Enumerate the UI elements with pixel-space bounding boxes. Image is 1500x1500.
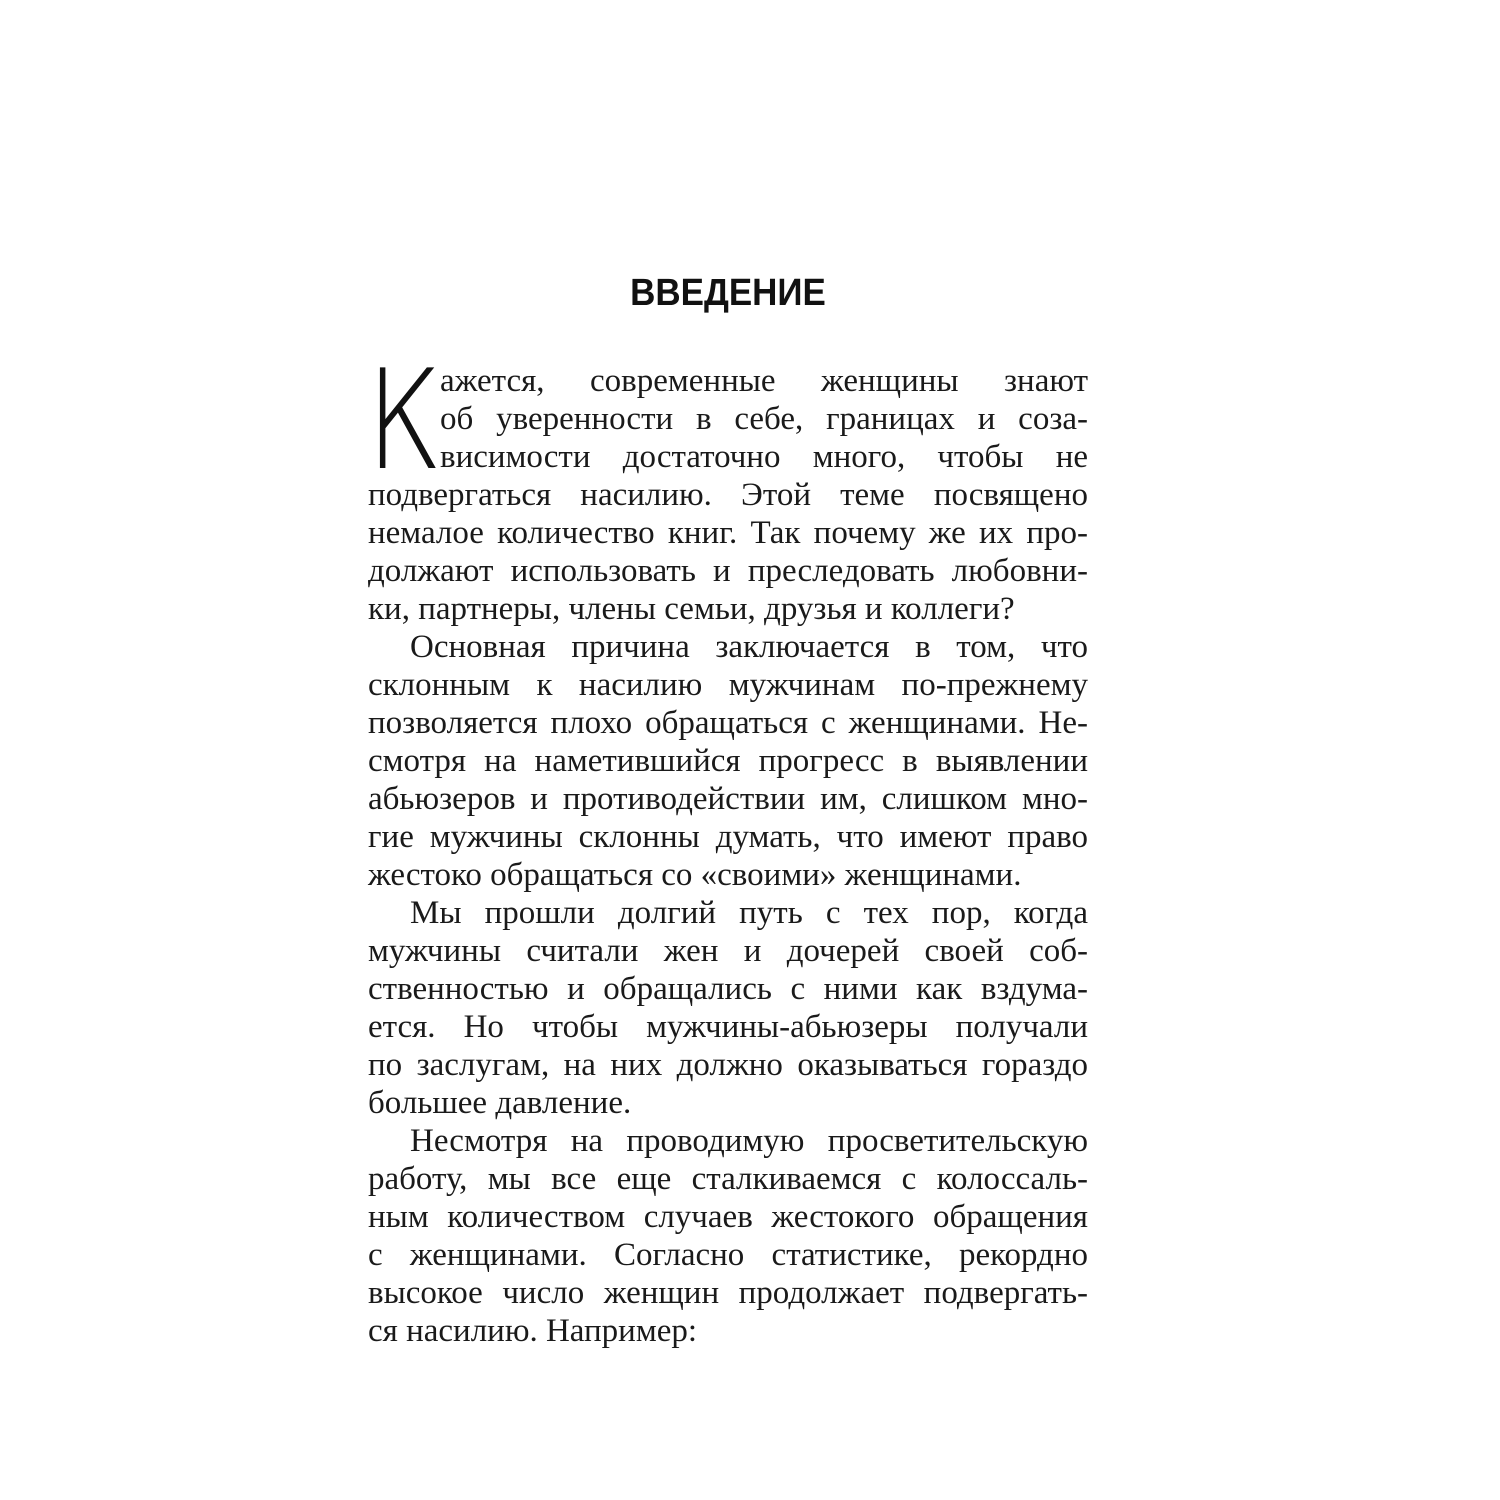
text-line: немалое количество книг. Так почему же их про-: [368, 515, 1088, 551]
text-line: мужчины считали жен и дочерей своей соб-: [368, 933, 1088, 969]
chapter-heading: ВВЕДЕНИЕ: [630, 272, 826, 314]
text-line: ажется, современные женщины знают: [440, 363, 1088, 399]
text-line: гие мужчины склонны думать, что имеют право: [368, 819, 1088, 855]
text-line: с женщинами. Согласно статистике, рекордно: [368, 1237, 1088, 1273]
text-line: ется. Но чтобы мужчины-абьюзеры получали: [368, 1009, 1088, 1045]
drop-cap: К: [366, 340, 443, 501]
text-line: жестоко обращаться со «своими» женщинами.: [368, 857, 1022, 893]
text-line: ственностью и обращались с ними как вздума-: [368, 971, 1088, 1007]
text-line: позволяется плохо обращаться с женщинами. Не-: [368, 705, 1088, 741]
text-line: ным количеством случаев жестокого обращения: [368, 1199, 1088, 1235]
text-line: смотря на наметившийся прогресс в выявлении: [368, 743, 1088, 779]
text-line: Мы прошли долгий путь с тех пор, когда: [410, 895, 1088, 931]
text-line: должают использовать и преследовать любовни-: [368, 553, 1088, 589]
text-line: ки, партнеры, члены семьи, друзья и коллеги?: [368, 591, 1015, 627]
text-line: подвергаться насилию. Этой теме посвящено: [368, 477, 1088, 513]
text-line: об уверенности в себе, границах и соза-: [440, 401, 1088, 437]
text-line: Несмотря на проводимую просветительскую: [410, 1123, 1088, 1159]
text-line: по заслугам, на них должно оказываться гораздо: [368, 1047, 1088, 1083]
text-line: склонным к насилию мужчинам по-прежнему: [368, 667, 1088, 703]
text-line: ся насилию. Например:: [368, 1313, 698, 1349]
text-line: абьюзеров и противодействии им, слишком мно-: [368, 781, 1088, 817]
text-line: большее давление.: [368, 1085, 632, 1121]
text-line: висимости достаточно много, чтобы не: [440, 439, 1088, 475]
text-line: высокое число женщин продолжает подвергать-: [368, 1275, 1088, 1311]
text-line: Основная причина заключается в том, что: [410, 629, 1088, 665]
text-line: работу, мы все еще сталкиваемся с колоссаль-: [368, 1161, 1088, 1197]
